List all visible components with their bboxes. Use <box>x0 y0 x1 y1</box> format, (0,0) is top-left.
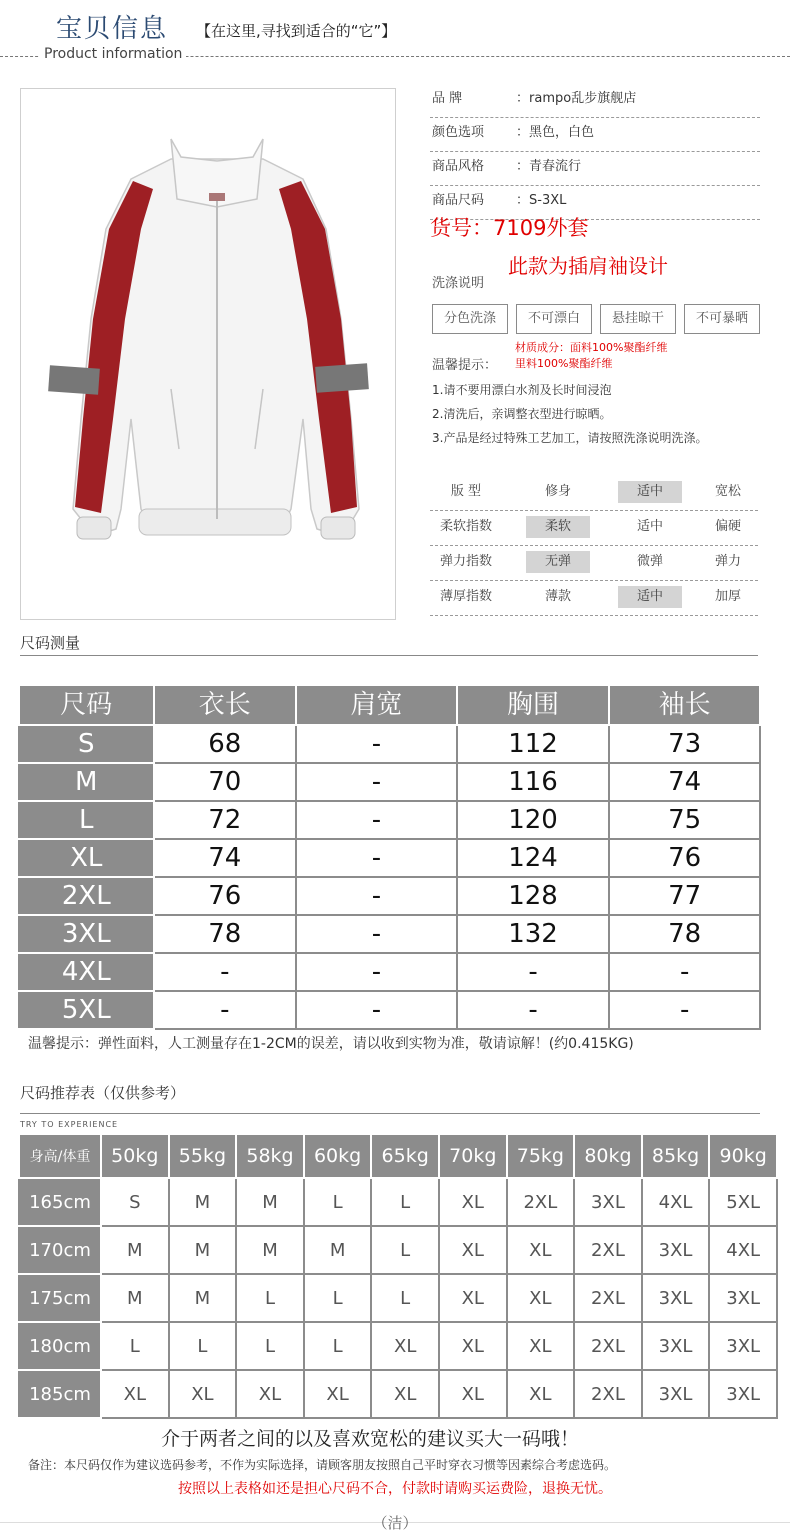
size-label-cell: L <box>19 801 154 839</box>
size-value-cell: - <box>457 991 610 1029</box>
product-photo <box>20 88 396 620</box>
page-title: 宝贝信息 <box>56 14 169 44</box>
rec-table-row <box>19 1370 777 1418</box>
size-value-cell: - <box>296 725 457 763</box>
size-table-row <box>19 763 760 801</box>
size-table-header-cell: 尺码 <box>19 685 154 725</box>
rec-size-cell: XL <box>169 1370 237 1418</box>
size-value-cell: - <box>296 801 457 839</box>
size-value-cell: 74 <box>609 763 760 801</box>
size-value-cell: 128 <box>457 877 610 915</box>
fit-row <box>430 476 758 511</box>
rec-size-cell: S <box>101 1178 169 1226</box>
rec-weight-cell: 58kg <box>236 1134 304 1178</box>
size-label-cell: 3XL <box>19 915 154 953</box>
rec-size-cell: M <box>101 1226 169 1274</box>
fit-option: 偏硬 <box>714 519 741 534</box>
measure-tip: 温馨提示：弹性面料，人工测量存在1-2CM的误差，请以收到实物为准，敬请谅解！(约0.415KG) <box>28 1036 634 1052</box>
rec-size-cell: 5XL <box>709 1178 777 1226</box>
fit-option-selected: 无弹 <box>526 551 590 573</box>
size-table-header-cell: 肩宽 <box>296 685 457 725</box>
rec-table-row <box>19 1274 777 1322</box>
rec-size-cell: XL <box>439 1226 507 1274</box>
size-value-cell: - <box>296 915 457 953</box>
size-value-cell: 78 <box>609 915 760 953</box>
rec-size-cell: XL <box>507 1226 575 1274</box>
size-value-cell: 124 <box>457 839 610 877</box>
rec-weight-cell: 90kg <box>709 1134 777 1178</box>
size-table-row <box>19 991 760 1029</box>
size-label-cell: M <box>19 763 154 801</box>
rec-size-cell: M <box>101 1274 169 1322</box>
rec-weight-cell: 80kg <box>574 1134 642 1178</box>
jacket-illustration <box>21 89 395 619</box>
wash-instructions <box>432 304 760 334</box>
section-divider <box>20 655 758 656</box>
rec-height-cell: 165cm <box>19 1178 101 1226</box>
fit-option: 宽松 <box>714 484 741 499</box>
size-table-header-cell: 袖长 <box>609 685 760 725</box>
fit-row-label: 薄厚指数 <box>439 589 492 604</box>
sku-number: 货号：7109外套 <box>430 216 589 240</box>
product-info-list <box>430 84 760 220</box>
rec-size-cell: 3XL <box>642 1370 710 1418</box>
size-value-cell: 77 <box>609 877 760 915</box>
rec-size-cell: M <box>169 1178 237 1226</box>
size-label-cell: S <box>19 725 154 763</box>
rec-size-cell: L <box>169 1322 237 1370</box>
size-value-cell: - <box>154 991 297 1029</box>
rec-size-cell: L <box>236 1274 304 1322</box>
size-value-cell: - <box>296 763 457 801</box>
size-table <box>18 684 761 1030</box>
info-row-style: 商品风格 ：青春流行 <box>430 152 760 186</box>
size-up-note: 介于两者之间的以及喜欢宽松的建议买大一码哦！ <box>160 1428 579 1450</box>
rec-size-cell: L <box>101 1322 169 1370</box>
size-value-cell: - <box>609 953 760 991</box>
size-recommend-table <box>18 1133 778 1419</box>
rec-size-cell: L <box>371 1274 439 1322</box>
rec-size-cell: 4XL <box>709 1226 777 1274</box>
size-value-cell: 70 <box>154 763 297 801</box>
care-instructions: 1.请不要用漂白水剂及长时间浸泡 2.清洗后，亲调整衣型进行晾晒。 3.产品是经过特殊工艺加工，请按照洗涤说明洗涤。 <box>432 383 708 445</box>
size-value-cell: 73 <box>609 725 760 763</box>
size-section-title: 尺码测量 <box>20 634 81 652</box>
size-table-row <box>19 877 760 915</box>
rec-size-cell: XL <box>507 1274 575 1322</box>
rec-size-cell: L <box>371 1226 439 1274</box>
rec-size-cell: L <box>304 1322 372 1370</box>
info-row-size: 商品尺码 ：S-3XL <box>430 186 760 220</box>
rec-size-cell: XL <box>371 1322 439 1370</box>
fit-row <box>430 581 758 616</box>
rec-size-cell: XL <box>439 1322 507 1370</box>
size-value-cell: - <box>154 953 297 991</box>
rec-height-cell: 180cm <box>19 1322 101 1370</box>
size-value-cell: - <box>296 991 457 1029</box>
rec-size-cell: M <box>236 1178 304 1226</box>
rec-size-cell: M <box>169 1274 237 1322</box>
rec-size-cell: XL <box>439 1178 507 1226</box>
tips-label: 温馨提示： <box>432 358 498 373</box>
size-value-cell: 76 <box>609 839 760 877</box>
size-value-cell: 75 <box>609 801 760 839</box>
fit-row-label: 弹力指数 <box>439 554 492 569</box>
rec-weight-cell: 55kg <box>169 1134 237 1178</box>
rec-size-cell: L <box>236 1322 304 1370</box>
wash-instructions-title: 洗涤说明 <box>432 276 485 291</box>
rec-size-cell: XL <box>236 1370 304 1418</box>
rec-size-cell: 3XL <box>709 1274 777 1322</box>
info-row-color: 颜色选项 ：黑色，白色 <box>430 118 760 152</box>
size-table-row <box>19 839 760 877</box>
size-value-cell: - <box>296 877 457 915</box>
fit-row <box>430 511 758 546</box>
size-label-cell: 2XL <box>19 877 154 915</box>
size-table-header-cell: 衣长 <box>154 685 297 725</box>
rec-size-cell: L <box>304 1178 372 1226</box>
rec-size-cell: XL <box>101 1370 169 1418</box>
rec-size-cell: M <box>169 1226 237 1274</box>
size-table-header-cell: 胸围 <box>457 685 610 725</box>
fit-option: 弹力 <box>714 554 741 569</box>
rec-size-cell: XL <box>507 1322 575 1370</box>
size-value-cell: - <box>609 991 760 1029</box>
fit-option: 加厚 <box>714 589 741 604</box>
size-value-cell: 132 <box>457 915 610 953</box>
rec-weight-cell: 85kg <box>642 1134 710 1178</box>
rec-size-cell: 2XL <box>507 1178 575 1226</box>
rec-weight-cell: 50kg <box>101 1134 169 1178</box>
rec-size-cell: XL <box>507 1370 575 1418</box>
section-divider <box>20 1113 760 1114</box>
size-label-cell: XL <box>19 839 154 877</box>
rec-table-row <box>19 1322 777 1370</box>
size-table-row <box>19 953 760 991</box>
size-label-cell: 5XL <box>19 991 154 1029</box>
footer-mark: （洁） <box>372 1514 418 1532</box>
size-value-cell: 112 <box>457 725 610 763</box>
rec-size-cell: 2XL <box>574 1274 642 1322</box>
rec-weight-cell: 75kg <box>507 1134 575 1178</box>
rec-size-cell: 4XL <box>642 1178 710 1226</box>
fit-row-label: 版 型 <box>450 484 482 499</box>
size-value-cell: 74 <box>154 839 297 877</box>
fit-option: 微弹 <box>636 554 663 569</box>
rec-size-cell: XL <box>439 1370 507 1418</box>
size-value-cell: - <box>457 953 610 991</box>
size-value-cell: 78 <box>154 915 297 953</box>
rec-size-cell: XL <box>304 1370 372 1418</box>
size-value-cell: 116 <box>457 763 610 801</box>
rec-size-cell: 3XL <box>642 1226 710 1274</box>
fit-option-selected: 柔软 <box>526 516 590 538</box>
fit-option-selected: 适中 <box>618 586 682 608</box>
rec-corner-cell: 身高/体重 <box>19 1134 101 1178</box>
rec-weight-cell: 70kg <box>439 1134 507 1178</box>
rec-table-row <box>19 1178 777 1226</box>
wash-item: 不可暴晒 <box>684 304 760 334</box>
size-table-row <box>19 801 760 839</box>
rec-size-cell: 3XL <box>642 1322 710 1370</box>
rec-size-cell: L <box>304 1274 372 1322</box>
rec-weight-cell: 65kg <box>371 1134 439 1178</box>
rec-size-cell: 3XL <box>709 1322 777 1370</box>
rec-size-cell: 3XL <box>574 1178 642 1226</box>
info-row-brand: 品 牌 ：rampo乱步旗舰店 <box>430 84 760 118</box>
rec-height-cell: 185cm <box>19 1370 101 1418</box>
fit-option-selected: 适中 <box>618 481 682 503</box>
sleeve-design-note: 此款为插肩袖设计 <box>508 254 668 278</box>
rec-size-cell: XL <box>439 1274 507 1322</box>
rec-table-row <box>19 1226 777 1274</box>
size-value-cell: 68 <box>154 725 297 763</box>
fit-row <box>430 546 758 581</box>
remark-note: 备注：本尺码仅作为建议选码参考，不作为实际选择，请顾客朋友按照自己平时穿衣习惯等因素综合考虑选码。 <box>28 1458 617 1472</box>
rec-size-cell: 2XL <box>574 1370 642 1418</box>
fit-option: 适中 <box>636 519 663 534</box>
size-value-cell: 72 <box>154 801 297 839</box>
rec-section-title: 尺码推荐表（仅供参考） <box>20 1084 186 1102</box>
size-value-cell: 76 <box>154 877 297 915</box>
rec-size-cell: 2XL <box>574 1226 642 1274</box>
rec-size-cell: L <box>371 1178 439 1226</box>
rec-table-header <box>19 1134 777 1178</box>
size-table-header <box>19 685 760 725</box>
page-title-english: Product information <box>40 46 186 62</box>
shipping-insurance-note: 按照以上表格如还是担心尺码不合，付款时请购买运费险，退换无忧。 <box>178 1481 612 1497</box>
size-value-cell: - <box>296 839 457 877</box>
wash-item: 不可漂白 <box>516 304 592 334</box>
rec-size-cell: 3XL <box>642 1274 710 1322</box>
rec-size-cell: M <box>304 1226 372 1274</box>
size-table-row <box>19 725 760 763</box>
rec-height-cell: 175cm <box>19 1274 101 1322</box>
size-table-row <box>19 915 760 953</box>
material-composition: 材质成分：面料100%聚酯纤维 里料100%聚酯纤维 <box>515 341 668 370</box>
wash-item: 分色洗涤 <box>432 304 508 334</box>
fit-option: 修身 <box>544 484 571 499</box>
rec-size-cell: M <box>236 1226 304 1274</box>
rec-table-wrap <box>18 1133 767 1419</box>
size-label-cell: 4XL <box>19 953 154 991</box>
rec-height-cell: 170cm <box>19 1226 101 1274</box>
fit-row-label: 柔软指数 <box>439 519 492 534</box>
page-subtitle: 【在这里,寻找到适合的“它”】 <box>196 22 397 40</box>
fit-index-table <box>430 476 758 616</box>
rec-size-cell: 2XL <box>574 1322 642 1370</box>
wash-item: 悬挂晾干 <box>600 304 676 334</box>
rec-size-cell: XL <box>371 1370 439 1418</box>
rec-section-english: TRY TO EXPERIENCE <box>20 1120 119 1129</box>
rec-size-cell: 3XL <box>709 1370 777 1418</box>
size-value-cell: 120 <box>457 801 610 839</box>
rec-weight-cell: 60kg <box>304 1134 372 1178</box>
fit-option: 薄款 <box>544 589 571 604</box>
size-value-cell: - <box>296 953 457 991</box>
